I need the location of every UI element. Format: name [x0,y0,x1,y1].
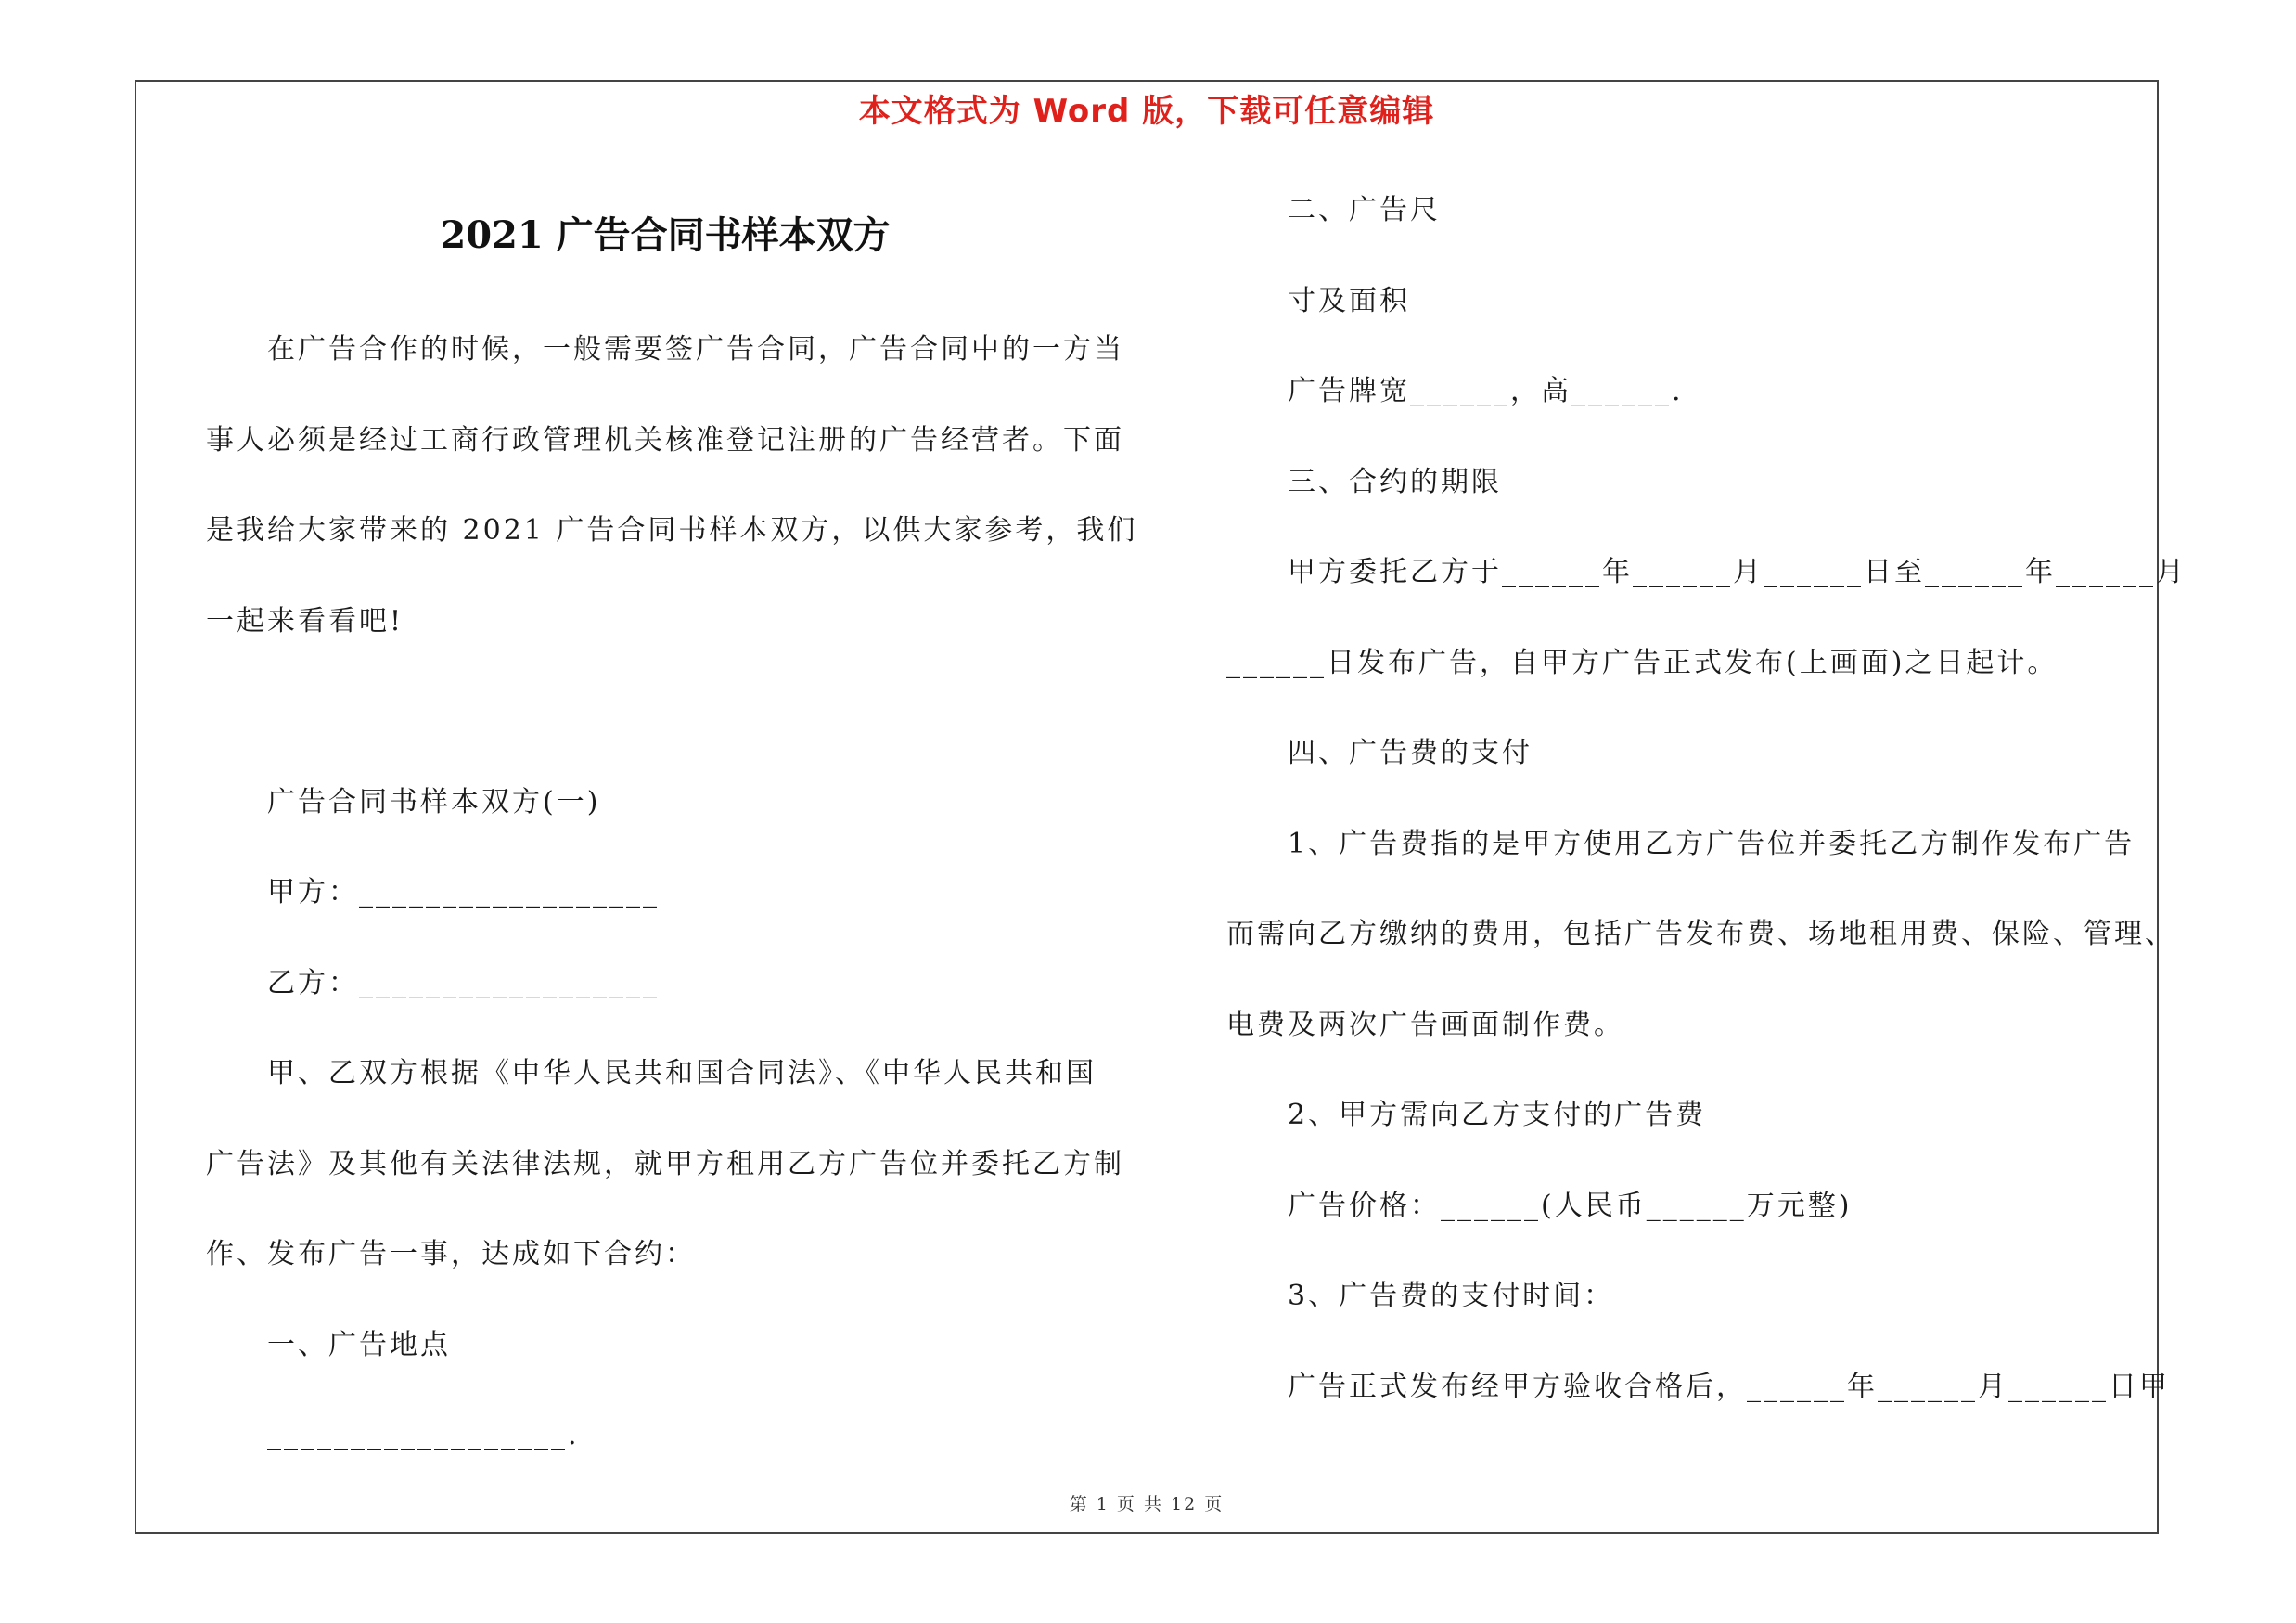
party-a-line: 甲方：__________________ [267,876,660,908]
right-column [1226,165,2187,1432]
clause-line: 广告牌宽______，高______. [1288,375,1684,407]
clause-line: 广告价格：______(人民币______万元整) [1288,1189,1853,1222]
party-b-line: 乙方：__________________ [267,966,660,999]
clause-line: 寸及面积 [1288,284,1410,317]
clause-line: 四、广告费的支付 [1288,737,1533,769]
agreement-line: 甲、乙双方根据《中华人民共和国合同法》、《中华人民共和国 [267,1057,1097,1089]
clause-line: 1、广告费指的是甲方使用乙方广告位并委托乙方制作发布广告 [1288,827,2136,860]
document-title: 2021 广告合同书样本双方 [440,213,891,257]
intro-line: 在广告合作的时候，一般需要签广告合同，广告合同中的一方当 [267,333,1124,366]
clause-line: ______日发布广告，自甲方广告正式发布(上画面)之日起计。 [1226,646,2059,679]
left-column [206,304,1138,1481]
intro-line: 事人必须是经过工商行政管理机关核准登记注册的广告经营者。下面 [206,423,1124,457]
editable-notice-banner: 本文格式为 Word 版，下载可任意编辑 [858,93,1435,130]
agreement-line: 作、发布广告一事，达成如下合约： [206,1238,696,1270]
clause-line: 甲方委托乙方于______年______月______日至______年______月 [1288,556,2187,588]
clause-line: 3、广告费的支付时间： [1288,1280,1615,1312]
clause-line: 2、甲方需向乙方支付的广告费 [1288,1099,1707,1131]
clause-line: 广告正式发布经甲方验收合格后，______年______月______日甲 [1288,1370,2170,1403]
agreement-line: 广告法》及其他有关法律法规，就甲方租用乙方广告位并委托乙方制 [206,1147,1124,1180]
intro-line: 是我给大家带来的 2021 广告合同书样本双方，以供大家参考，我们 [206,514,1138,547]
intro-line: 一起来看看吧! [206,604,404,638]
clause-line: 电费及两次广告画面制作费。 [1226,1008,1624,1041]
section-heading: 广告合同书样本双方(一) [267,785,601,818]
clause-line: 而需向乙方缴纳的费用，包括广告发布费、场地租用费、保险、管理、 [1226,918,2175,950]
clause-heading: 一、广告地点 [267,1328,451,1361]
clause-blank: __________________. [267,1419,580,1451]
spacer [206,666,1124,757]
page-number-footer: 第 1 页 共 12 页 [1069,1494,1225,1514]
clause-line: 二、广告尺 [1288,194,1441,226]
clause-line: 三、合约的期限 [1288,465,1502,498]
